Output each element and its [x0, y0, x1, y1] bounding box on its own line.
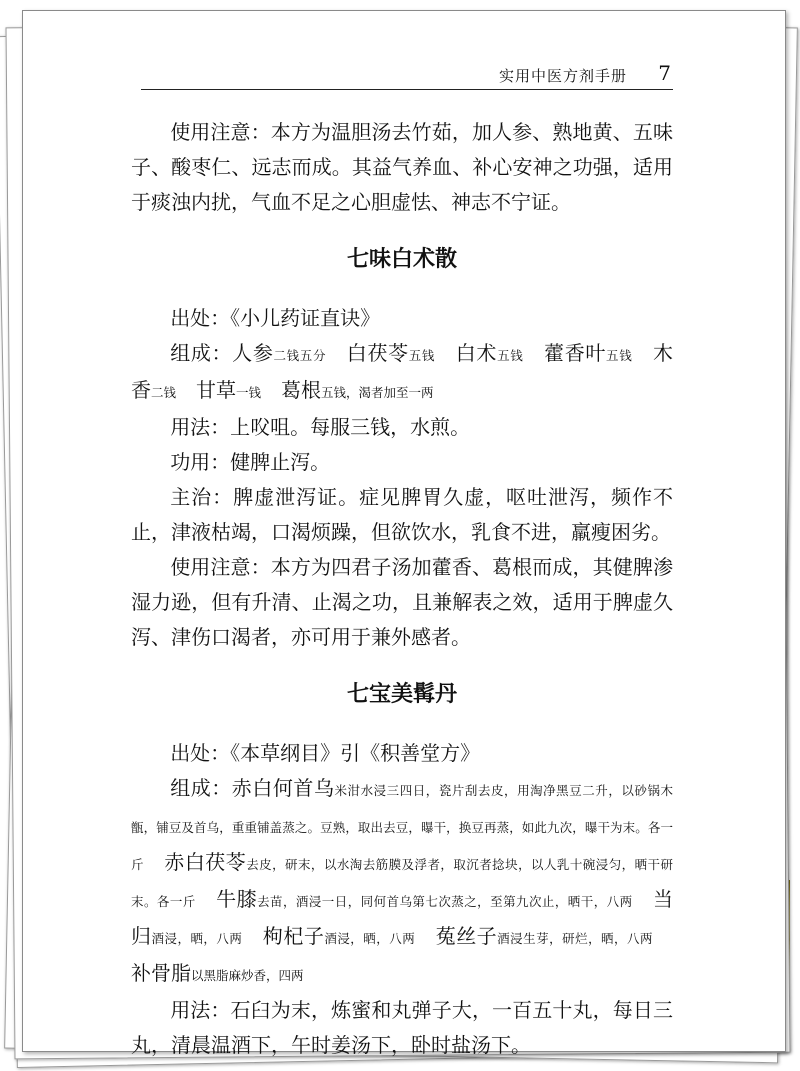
text-run: 葛根 [261, 378, 322, 402]
text-run: 白术 [435, 341, 498, 365]
dosage-note: 酒浸，晒，八两 [324, 931, 416, 946]
text-run: 枸杞子 [242, 924, 325, 948]
text-run: 木香 [131, 341, 674, 402]
paragraph [131, 480, 673, 550]
paragraph [131, 115, 673, 220]
dosage-note: 酒浸生芽，研烂，晒，八两 [497, 931, 653, 946]
dosage-note: 米泔水浸三四日，瓷片刮去皮，用淘净黑豆二升，以砂锅木甑，铺豆及首乌，重重铺盖蒸之。豆熟，取出去豆，曝干，换豆再蒸，如此九次，曝干为末。各一斤 [131, 783, 673, 872]
book-page [22, 10, 786, 1057]
text-run: 使用注意：本方为温胆汤去竹茹，加人参、熟地黄、五味子、酸枣仁、远志而成。其益气养血、补心安神之功强，适用于痰浊内扰，气血不足之心胆虚怯、神志不宁证。 [131, 120, 673, 214]
section-title: 七味白术散 [346, 246, 457, 272]
paragraph [131, 336, 673, 410]
paragraph [131, 550, 673, 655]
dosage-note: 酒浸，晒，八两 [151, 931, 243, 946]
paragraph [131, 445, 673, 480]
dosage-note: 二钱五分 [273, 348, 327, 363]
dosage-note: 五钱，渴者加至一两 [321, 385, 434, 400]
paragraph [131, 301, 673, 336]
dosage-note: 一钱 [236, 385, 262, 400]
text-run: 功用：健脾止泻。 [170, 450, 331, 474]
dosage-note: 五钱 [408, 348, 436, 363]
text-run: 甘草 [176, 378, 237, 402]
running-header [141, 61, 673, 90]
dosage-note: 去皮，研末，以水淘去筋膜及浮者，取沉者捻块，以人乳十碗浸匀，晒干研末。各一斤 [131, 857, 673, 909]
text-run: 主治：脾虚泄泻证。症见脾胃久虚，呕吐泄泻，频作不止，津液枯竭，口渴烦躁，但欲饮水，乳食不进，羸瘦困劣。 [131, 485, 673, 544]
dosage-note: 去苗，酒浸一日，同何首乌第七次蒸之，至第九次止，晒干，八两 [257, 894, 633, 909]
text-run: 组成：人参 [170, 341, 274, 365]
page-body [131, 115, 673, 1063]
text-run: 用法：上㕮咀。每服三钱，水煎。 [170, 415, 471, 439]
paragraph [131, 410, 673, 445]
paragraph [131, 993, 673, 1063]
dosage-note: 二钱 [151, 385, 177, 400]
text-run: 菟丝子 [415, 924, 498, 948]
text-run: 白茯苓 [326, 341, 409, 365]
text-run: 补骨脂 [131, 924, 673, 985]
text-run: 赤白茯苓 [143, 850, 247, 874]
dosage-note: 五钱 [497, 348, 524, 363]
text-run: 出处：《小儿药证直诀》 [170, 306, 381, 330]
book-title: 实用中医方剂手册 [498, 67, 627, 85]
text-run: 出处：《本草纲目》引《积善堂方》 [170, 741, 481, 765]
text-run: 组成：赤白何首乌 [170, 776, 335, 800]
dosage-note: 以黑脂麻炒香，四两 [191, 968, 304, 983]
paragraph [131, 736, 673, 771]
text-run: 牛膝 [195, 887, 258, 911]
text-run: 使用注意：本方为四君子汤加藿香、葛根而成，其健脾渗湿力逊，但有升清、止渴之功，且兼解表之效，适用于脾虚久泻、津伤口渴者，亦可用于兼外感者。 [131, 555, 673, 649]
paragraph [131, 771, 673, 993]
dosage-note: 五钱 [606, 348, 633, 363]
page-number: 7 [658, 61, 671, 85]
text-run: 用法：石臼为末，炼蜜和丸弹子大，一百五十丸，每日三丸，清晨温酒下，午时姜汤下，卧时盐汤下。 [131, 998, 673, 1057]
text-run: 藿香叶 [523, 341, 607, 365]
section-title: 七宝美髯丹 [346, 681, 457, 707]
text-run: 当归 [131, 887, 673, 948]
